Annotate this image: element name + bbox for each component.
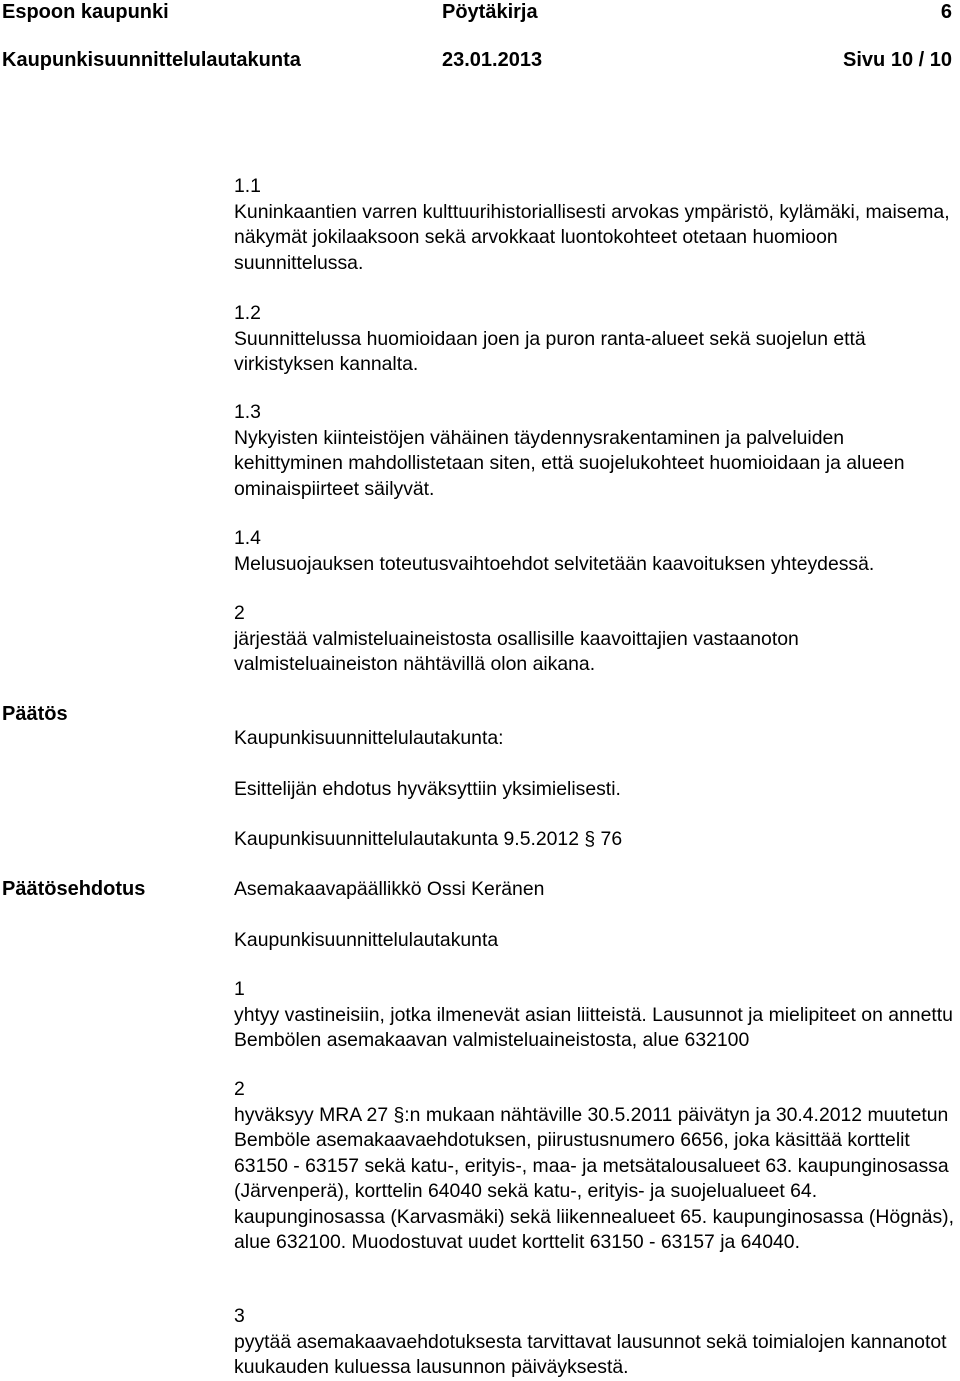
item-text: Melusuojauksen toteutusvaihtoehdot selvitetään kaavoituksen yhteydessä. xyxy=(234,552,875,575)
item-1-4 xyxy=(234,526,956,577)
proposal-item-1 xyxy=(234,977,956,1054)
item-number: 1.1 xyxy=(234,175,261,197)
proposal-committee: Kaupunkisuunnittelulautakunta xyxy=(234,929,499,951)
proposal-item-2 xyxy=(234,1077,956,1256)
item-text: pyytää asemakaavaehdotuksesta tarvittavat lausunnot sekä toimialojen kannanotot kuukauden kuluessa lausunnon päiväyksestä. xyxy=(234,1330,947,1378)
item-1-1 xyxy=(234,174,956,276)
item-number: 2 xyxy=(234,602,245,624)
item-number: 1 xyxy=(234,978,245,1000)
document-type: Pöytäkirja xyxy=(442,1,538,23)
decision-reference: Kaupunkisuunnittelulautakunta 9.5.2012 § 76 xyxy=(234,828,623,850)
item-1-2 xyxy=(234,301,956,378)
item-number: 1.2 xyxy=(234,302,261,324)
item-number: 6 xyxy=(940,1,952,23)
item-number: 2 xyxy=(234,1078,245,1100)
item-number: 1.3 xyxy=(234,401,261,423)
decision-text: Esittelijän ehdotus hyväksyttiin yksimielisesti. xyxy=(234,778,621,800)
item-text: järjestää valmisteluaineistosta osallisille kaavoittajien vastaanoton valmisteluaineiston nähtävillä olon aikana. xyxy=(234,627,799,675)
org-name: Espoon kaupunki xyxy=(2,1,169,23)
page-number: Sivu 10 / 10 xyxy=(843,49,952,71)
item-text: hyväksyy MRA 27 §:n mukaan nähtäville 30.5.2011 päivätyn ja 30.4.2012 muutetun Bemböle asemakaavaehdotuksen, piirustusnumero 6656, joka käsittää korttelit 63150 - 63157 sekä katu-, erityis-, maa- ja metsätalousalueet 63. kaupunginosassa (Järvenperä), korttelin 64040 sekä katu-, erityis- ja suojelualueet 64. kaupunginosassa (Karvasmäki) sekä liikennealueet 65. kaupunginosassa (Högnäs), alue 632100. Muodostuvat uudet korttelit 63150 - 63157 ja 64040. xyxy=(234,1103,955,1253)
item-number: 1.4 xyxy=(234,527,261,549)
proposal-presenter: Asemakaavapäällikkö Ossi Keränen xyxy=(234,878,545,900)
item-text: Nykyisten kiinteistöjen vähäinen täydennysrakentaminen ja palveluiden kehittyminen mahdollistetaan siten, että suojelukohteet huomioidaan ja alueen ominaispiirteet säilyvät. xyxy=(234,426,905,500)
item-1-3 xyxy=(234,400,956,502)
meeting-date: 23.01.2013 xyxy=(442,49,543,71)
decision-committee: Kaupunkisuunnittelulautakunta: xyxy=(234,727,504,749)
proposal-label: Päätösehdotus xyxy=(2,878,146,900)
item-number: 3 xyxy=(234,1305,245,1327)
item-2 xyxy=(234,601,956,678)
decision-label: Päätös xyxy=(2,703,68,725)
item-text: Suunnittelussa huomioidaan joen ja puron ranta-alueet sekä suojelun että virkistyksen kannalta. xyxy=(234,327,866,375)
item-text: Kuninkaantien varren kulttuurihistoriallisesti arvokas ympäristö, kylämäki, maisema, näkymät jokilaaksoon sekä arvokkaat luontokohteet otetaan huomioon suunnittelussa. xyxy=(234,200,950,274)
proposal-item-3 xyxy=(234,1304,956,1381)
committee-name: Kaupunkisuunnittelulautakunta xyxy=(2,49,301,71)
item-text: yhtyy vastineisiin, jotka ilmenevät asian liitteistä. Lausunnot ja mielipiteet on annettu Bembölen asemakaavan valmisteluaineistosta, alue 632100 xyxy=(234,1003,953,1051)
